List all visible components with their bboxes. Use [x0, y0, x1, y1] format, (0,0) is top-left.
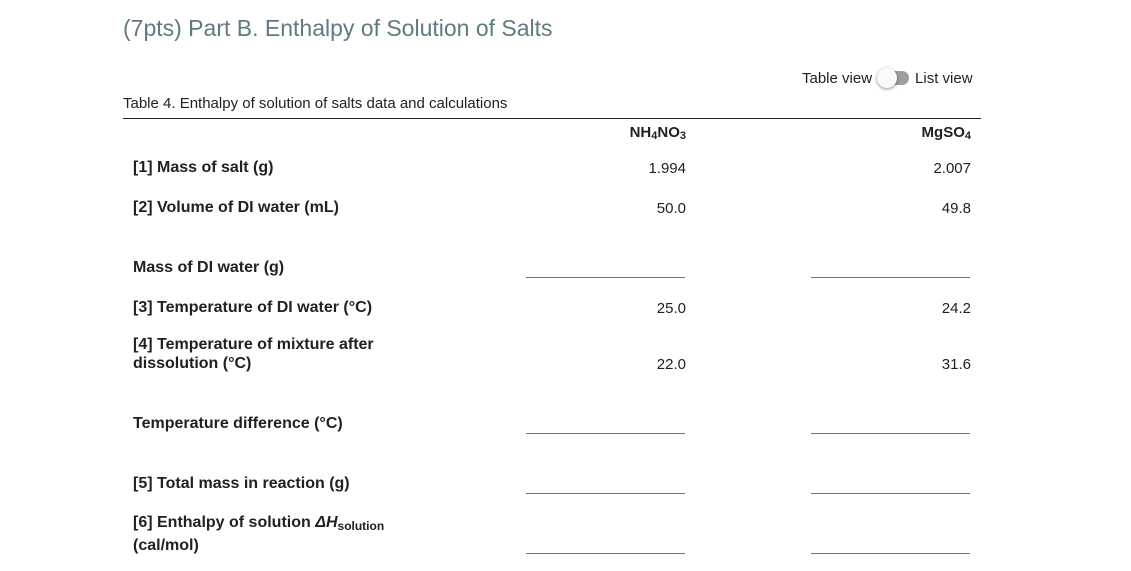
row-label-total-mass: [5] Total mass in reaction (g) [133, 475, 350, 492]
row-label-temp-di-water: [3] Temperature of DI water (°C) [133, 299, 373, 316]
label-text: [6] Enthalpy of solution [133, 514, 316, 531]
value-mgso4-temp-di-water: 24.2 [941, 300, 971, 317]
value-nh4no3-mass-of-salt: 1.994 [648, 160, 686, 177]
value-nh4no3-temp-mixture: 22.0 [656, 356, 686, 373]
column-header-mgso4 [771, 124, 971, 142]
row-label-line: [4] Temperature of mixture after [133, 336, 374, 353]
value-nh4no3-volume-di-water: 50.0 [656, 200, 686, 217]
formula-part: NO [657, 124, 680, 141]
switch-thumb [877, 68, 897, 88]
column-header-nh4no3 [486, 124, 686, 142]
input-mgso4-mass-di-water[interactable] [811, 255, 970, 278]
delta-h-symbol: ΔH [315, 514, 338, 531]
input-mgso4-enthalpy[interactable] [811, 531, 970, 554]
formula-subscript: 3 [679, 130, 686, 142]
input-mgso4-total-mass[interactable] [811, 471, 970, 494]
row-label-mass-di-water: Mass of DI water (g) [133, 259, 285, 276]
page-title: (7pts) Part B. Enthalpy of Solution of Salts [123, 15, 553, 41]
row-label-mass-of-salt: [1] Mass of salt (g) [133, 159, 274, 176]
value-mgso4-mass-of-salt: 2.007 [933, 160, 971, 177]
view-toggle-switch[interactable] [877, 68, 911, 88]
table-top-rule [123, 118, 981, 119]
view-toggle [802, 68, 973, 88]
list-view-label[interactable]: List view [915, 69, 973, 87]
row-label-enthalpy-solution [133, 513, 463, 555]
row-label-volume-di-water: [2] Volume of DI water (mL) [133, 199, 339, 216]
table-caption: Table 4. Enthalpy of solution of salts data and calculations [123, 95, 508, 112]
input-nh4no3-temp-difference[interactable] [526, 411, 685, 434]
value-nh4no3-temp-di-water: 25.0 [656, 300, 686, 317]
formula-subscript: 4 [651, 130, 658, 142]
row-label-temp-mixture [133, 335, 463, 373]
table-view-label[interactable]: Table view [802, 69, 873, 87]
formula-part: MgSO [921, 124, 965, 141]
value-mgso4-volume-di-water: 49.8 [941, 200, 971, 217]
input-nh4no3-enthalpy[interactable] [526, 531, 685, 554]
formula-subscript: 4 [964, 130, 971, 142]
row-label-line: dissolution (°C) [133, 355, 252, 372]
row-label-temp-difference: Temperature difference (°C) [133, 415, 343, 432]
label-subscript: solution [337, 519, 385, 533]
input-nh4no3-mass-di-water[interactable] [526, 255, 685, 278]
row-label-line [133, 513, 463, 536]
value-mgso4-temp-mixture: 31.6 [941, 356, 971, 373]
input-nh4no3-total-mass[interactable] [526, 471, 685, 494]
row-label-line: (cal/mol) [133, 537, 199, 554]
input-mgso4-temp-difference[interactable] [811, 411, 970, 434]
formula-part: NH [629, 124, 652, 141]
